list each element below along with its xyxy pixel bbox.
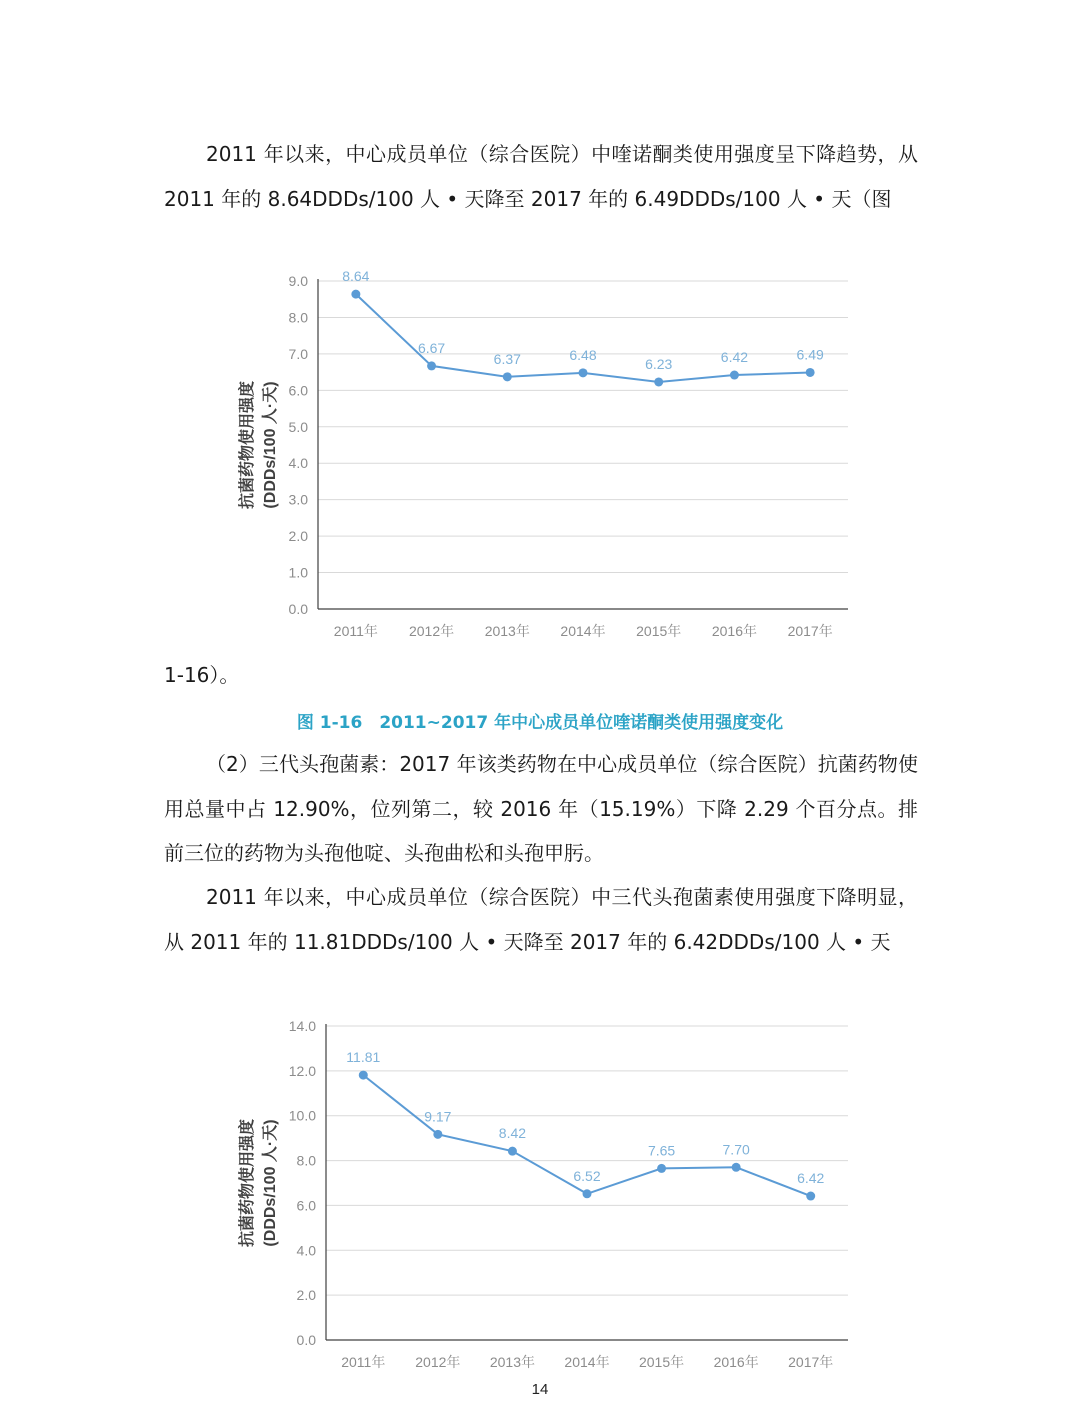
data-point [427, 361, 436, 370]
y-tick-label: 10.0 [288, 1107, 316, 1124]
x-tick-label: 2012年 [415, 1354, 461, 1370]
paragraph-quinolone-cont: 1-16）。 [164, 663, 240, 687]
y-tick-label: 8.0 [288, 309, 308, 326]
y-tick-label: 2.0 [296, 1287, 316, 1304]
x-tick-label: 2011年 [341, 1354, 386, 1370]
x-tick-label: 2015年 [636, 623, 682, 639]
y-axis-label: 抗菌药物使用强度 [239, 380, 256, 510]
data-point [806, 1192, 815, 1201]
y-tick-label: 6.0 [296, 1197, 316, 1214]
data-point [806, 368, 815, 377]
data-point [583, 1189, 592, 1198]
data-label: 6.67 [417, 339, 446, 356]
x-tick-label: 2017年 [787, 623, 833, 639]
data-point [508, 1147, 517, 1156]
y-tick-label: 2.0 [288, 528, 308, 545]
data-label: 6.48 [569, 346, 597, 363]
data-point [359, 1071, 368, 1080]
y-tick-label: 7.0 [288, 345, 308, 362]
y-axis-label-units: (DDDs/100 人·天) [262, 381, 279, 509]
x-tick-label: 2014年 [560, 623, 606, 639]
y-axis-label: 抗菌药物使用强度 [239, 1118, 256, 1248]
x-tick-label: 2015年 [638, 1354, 685, 1370]
x-tick-label: 2013年 [484, 623, 530, 639]
y-tick-label: 8.0 [296, 1152, 316, 1169]
data-point [730, 371, 739, 380]
y-tick-label: 4.0 [288, 455, 308, 472]
data-point [654, 377, 663, 386]
data-point [351, 290, 360, 299]
y-tick-label: 0.0 [296, 1332, 316, 1348]
x-tick-label: 2013年 [489, 1354, 536, 1370]
data-label: 9.17 [424, 1108, 452, 1125]
data-label: 6.49 [796, 346, 824, 363]
x-tick-label: 2014年 [564, 1354, 610, 1370]
x-tick-label: 2017年 [788, 1354, 834, 1370]
paragraph-cephalosporin-intro: 2011 年以来，中心成员单位（综合医院）中三代头孢菌素使用强度下降明显，从 2011 年的 11.81DDDs/100 人 • 天降至 2017 年的 6.42DDDs/100 人 • 天 [164, 885, 918, 954]
y-tick-label: 4.0 [296, 1242, 316, 1259]
data-label: 6.42 [720, 349, 749, 366]
y-tick-label: 14.0 [288, 1018, 316, 1034]
x-tick-label: 2016年 [711, 623, 758, 639]
data-point [657, 1164, 666, 1173]
data-label: 8.64 [342, 268, 370, 285]
figure-caption-1-16: 图 1-16 2011~2017 年中心成员单位喹诺酮类使用强度变化 [296, 713, 784, 733]
data-label: 11.81 [346, 1049, 381, 1066]
y-tick-label: 0.0 [288, 601, 308, 617]
data-label: 6.52 [573, 1167, 601, 1184]
data-label: 7.70 [722, 1141, 750, 1158]
data-point [433, 1130, 442, 1139]
y-axis-label-units: (DDDs/100 人·天) [262, 1119, 279, 1247]
y-tick-label: 9.0 [288, 273, 308, 289]
data-point [579, 368, 588, 377]
y-tick-label: 3.0 [288, 491, 308, 508]
data-point [732, 1163, 741, 1172]
data-label: 7.65 [647, 1142, 676, 1159]
data-label: 8.42 [498, 1125, 527, 1142]
paragraph-quinolone-intro: 2011 年以来，中心成员单位（综合医院）中喹诺酮类使用强度呈下降趋势，从 2011 年的 8.64DDDs/100 人 • 天降至 2017 年的 6.49DDDs/100 人 • 天（图 [164, 142, 918, 211]
paragraph-cephalosporin-share: （2）三代头孢菌素：2017 年该类药物在中心成员单位（综合医院）抗菌药物使用总量中占 12.90%，位列第二，较 2016 年（15.19%）下降 2.29 个百分点。排前三位的药物为头孢他啶、头孢曲松和头孢甲肟。 [164, 752, 918, 865]
y-tick-label: 6.0 [288, 382, 308, 399]
page-number: 14 [531, 1381, 549, 1398]
data-label: 6.23 [645, 355, 673, 372]
y-tick-label: 12.0 [288, 1062, 316, 1079]
data-point [503, 372, 512, 381]
cephalosporin-intensity-chart [0, 1010, 1080, 1380]
x-tick-label: 2011年 [333, 623, 378, 639]
data-label: 6.42 [797, 1170, 825, 1187]
x-tick-label: 2016年 [713, 1354, 759, 1370]
x-tick-label: 2012年 [408, 623, 455, 639]
data-label: 6.37 [493, 350, 521, 367]
y-tick-label: 1.0 [288, 564, 308, 581]
y-tick-label: 5.0 [288, 418, 308, 435]
quinolone-intensity-chart [0, 262, 1080, 652]
